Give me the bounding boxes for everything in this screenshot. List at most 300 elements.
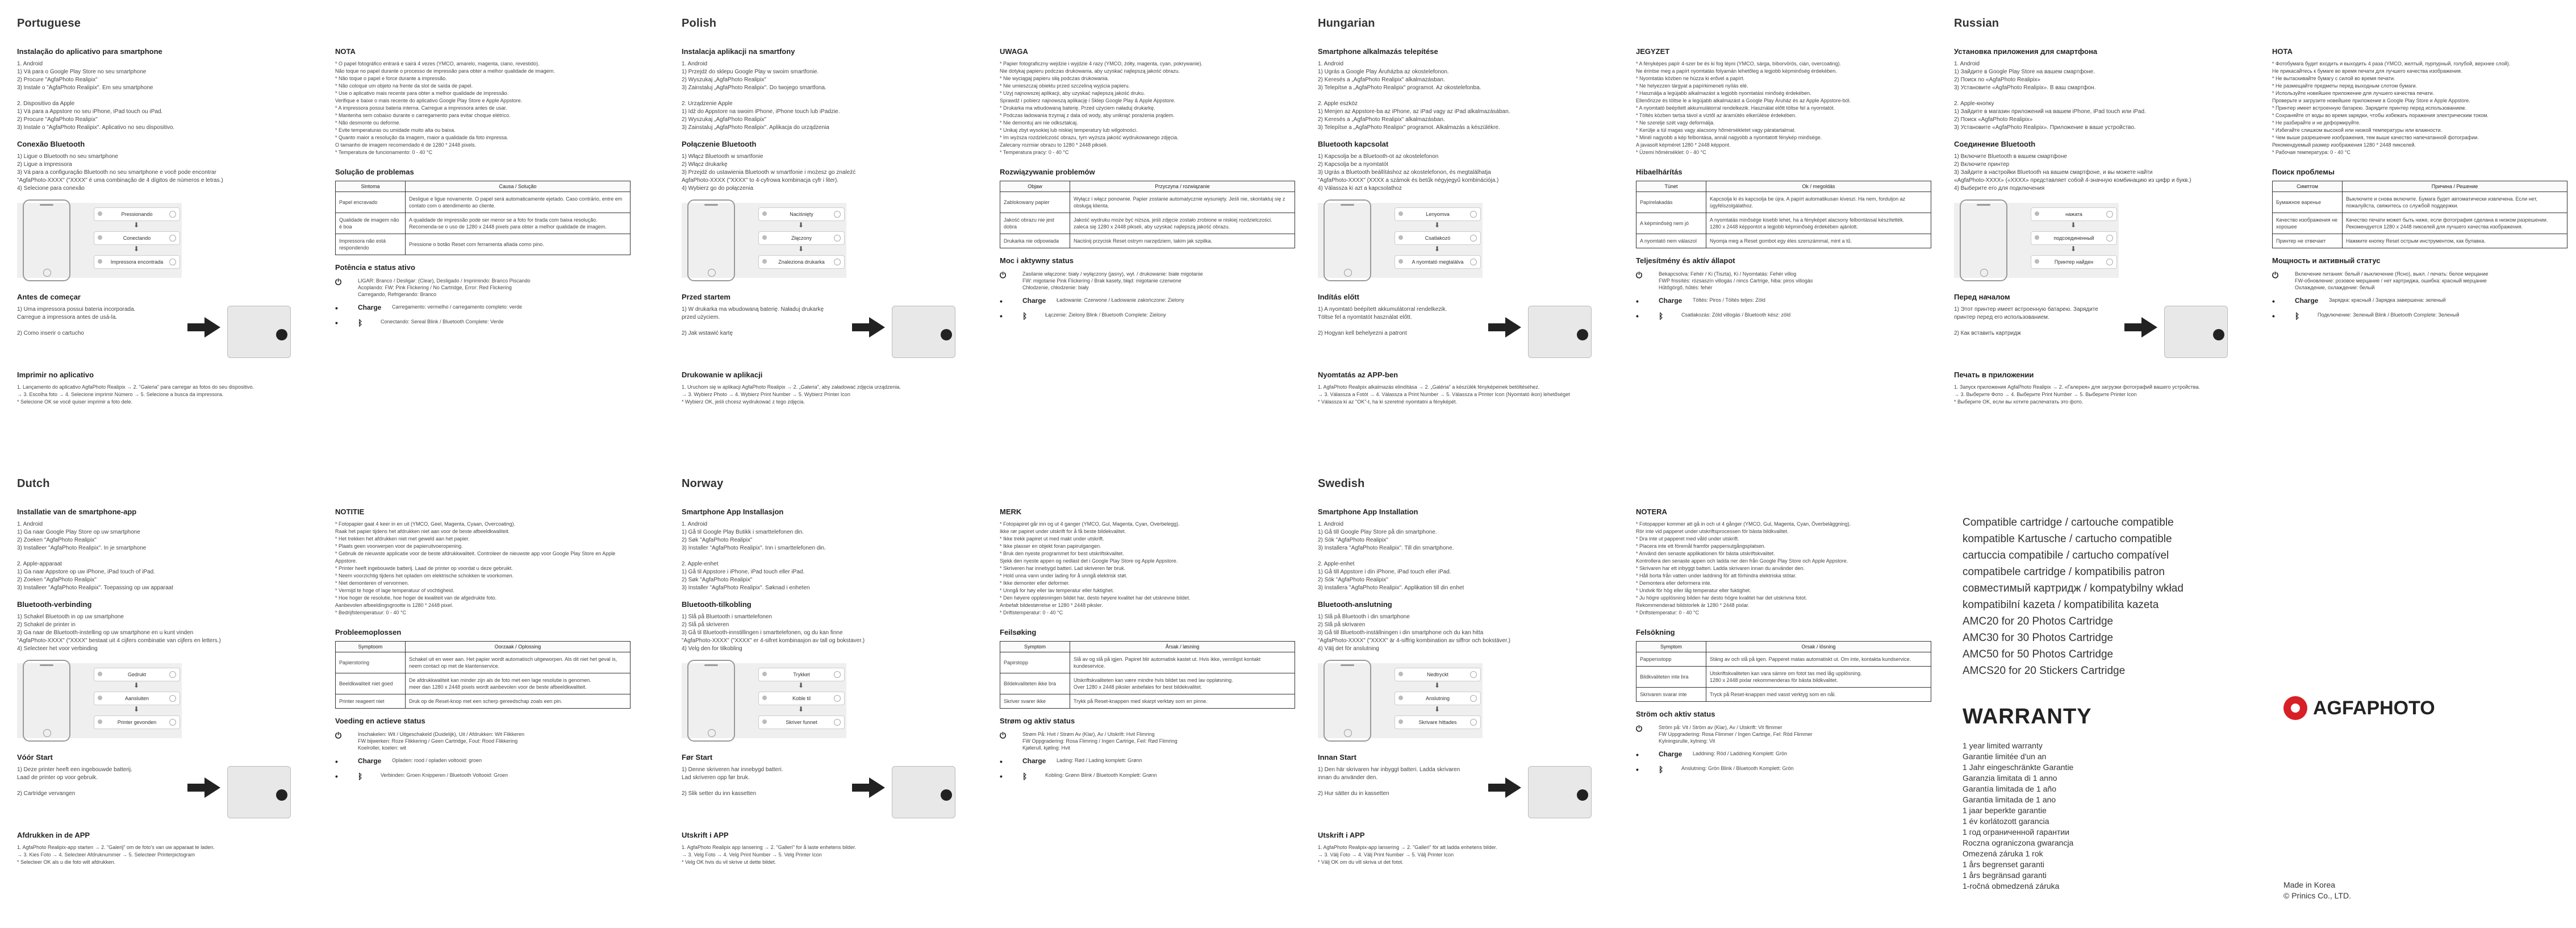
before-start-text: 1) A nyomtató beépített akkumulátorral rendelkezik. Töltse fel a nyomtatót használat előtt. 2) Hogyan kell behelyezni a patront [1318, 306, 1447, 336]
toggle-icon [1470, 235, 1477, 242]
symptom-cell: Drukarka nie odpowiada [1000, 234, 1070, 248]
dot-icon: • [1636, 765, 1639, 774]
symptom-cell: Qualidade de imagem não é boa [336, 213, 406, 234]
print-in-app-text: 1. Uruchom się w aplikacji AgfaPhoto Realipix → 2. „Galeria", aby załadować zdjęcia urządzenia. → 3. Wybierz Photo → 4. Wybierz Print Number → 5. Wybierz Printer Icon * Wybierz OK, jeśli chcesz wydrukować z tego zdjęcia. [682, 384, 901, 405]
printer-icon [892, 306, 955, 358]
charge-status-row [1636, 297, 1931, 306]
print-in-app-heading: Utskrift i APP [682, 831, 729, 839]
pressed-label: Lenyomva [1426, 211, 1450, 217]
power-status-text: Ström på: Vit / Ström av (Klar), Av / Utskrift: Vit flimmer FW Uppgradering: Rosa Flimmer / Ingen Cartrige, Fel: Röd Flimmer Kylningsrulle, kylning: Vit [1659, 725, 1813, 744]
note-heading: JEGYZET [1636, 47, 1670, 56]
compat-line: Compatible cartridge / cartouche compatible [1963, 517, 2174, 528]
smartphone-icon [23, 199, 70, 281]
troubleshooting-table [1000, 641, 1295, 709]
table-row [1000, 673, 1295, 694]
bluetooth-text: 1) Ligue o Bluetooth no seu smartphone 2) Ligue a impressora 3) Vá para a configuração Bluetooth no seu smartphone e você pode encontrar "AgfaPhoto-XXXX" ("XXXX" é uma combinação de 4 dígitos de números e letras.) 4) Selecione para conexão [17, 153, 223, 192]
pressed-status [2031, 207, 2117, 221]
status-dot-icon [1398, 259, 1403, 264]
cartridge-illustration [17, 766, 312, 823]
warranty-line: Garantie limitée d'un an [1963, 752, 2047, 761]
symptom-header: Symptom [1636, 642, 1706, 652]
status-dot-icon [98, 259, 102, 264]
cause-header: Oorzaak / Oplossing [406, 642, 631, 652]
bluetooth-status-row [1000, 311, 1295, 321]
troubleshooting-table [2272, 181, 2567, 248]
printer-button-icon [941, 789, 952, 801]
notes-column [2272, 17, 2567, 326]
bluetooth-icon: ᛒ [358, 318, 363, 327]
status-dot-icon [98, 211, 102, 216]
power-icon: ⏻ [335, 731, 342, 740]
warranty-line: Roczna ograniczona gwarancja [1963, 838, 2074, 847]
dot-icon: • [1636, 297, 1639, 306]
note-text: * Fotopapier gaat 4 keer in en uit (YMCO, Geel, Magenta, Cyaan, Overcoating). Raak het papier tijdens het afdrukken niet aan voor de beste afbeeldkwaliteit. * Het trekken het afdrukken niet met geweld aan het papier. * Plaats geen voorwerpen voor de papieruitvoeropening. * Gebruik de nieuwste applicatie voor de beste afdrukkwaliteit. Controleer de nieuwste app voor Google Play Store en Apple Appstore. * Printer heeft ingebouwde batterij. Laad de printer op voordat u deze gebruikt. * Neem voorzichtig tijdens het opladen om elektrische schokken te voorkomen. * Niet demonteren of vervormen. * Vermijd te hoge of lage temperatuur of vochtigheid. * Hoe hoger de resolutie, hoe hoger de kwaliteit van de afgedrukte foto. Aanbevolen afbeeldingsgrootte is 1280 * 2448 pixel. * Bedrijfstemperatuur: 0 - 40 °C [335, 521, 616, 615]
printer-found-status [1395, 255, 1481, 269]
table-header-row [1000, 642, 1295, 652]
made-in-footer [2283, 880, 2351, 901]
warranty-title: WARRANTY [1963, 705, 2092, 729]
symptom-cell: Качество изображения не хорошее [2273, 213, 2343, 234]
solution-cell: Jakość wydruku może być niższa, jeśli zdjęcie zostało zrobione w niskiej rozdzielczości. zaleca się 1280 x 2448 pikseli, aby uzyskać najlepszą jakość obrazu. [1070, 213, 1295, 234]
power-status-row [1636, 271, 1931, 291]
table-row [1636, 213, 1931, 234]
status-dot-icon [1398, 696, 1403, 700]
copyright-line: © Prinics Co., LTD. [2283, 891, 2351, 900]
solution-cell: Nyomja meg a Reset gombot egy éles szerszámmal, mint a tű. [1706, 234, 1931, 248]
status-dot-icon [762, 211, 767, 216]
printer-found-label: Skrivare hittades [1418, 719, 1457, 725]
printer-found-status [2031, 255, 2117, 269]
table-header-row [336, 642, 631, 652]
dot-icon: • [335, 318, 338, 327]
smartphone-icon [23, 660, 70, 742]
power-status-heading: Moc i aktywny status [1000, 256, 1074, 265]
symptom-header: Tünet [1636, 181, 1706, 192]
symptom-cell: Бумажное варенье [2273, 192, 2343, 213]
arrow-right-icon [852, 323, 869, 331]
toggle-icon [1470, 671, 1477, 678]
table-row [1636, 234, 1931, 248]
pressed-label: Naciśnięty [790, 211, 813, 217]
arrow-right-icon [1488, 323, 1505, 331]
bluetooth-illustration [1318, 199, 1613, 285]
before-start-heading: Innan Start [1318, 753, 1356, 761]
arrow-down-icon: ⬇ [1434, 245, 1441, 253]
troubleshooting-table [1636, 181, 1931, 248]
status-dot-icon [762, 259, 767, 264]
toggle-icon [834, 671, 841, 678]
bluetooth-text: 1) Włącz Bluetooth w smartfonie 2) Włącz drukarkę 3) Przejdź do ustawienia Bluetooth w smartfonie i możesz go znaleźć AgfaPhoto-XXXX ("XXXX" to 4-cyfrowa kombinacja cyfr i liter). 4) Wybierz go do połączenia [682, 153, 856, 192]
note-text: * A fényképes papír 4-szer be és ki fog lépni (YMCO, sárga, bíborvörös, cián, overcoating). Ne érintse meg a papírt nyomtatás folyamán lehetőleg a legjobb képminőség érdekében. * Nyomtatás közben ne húzza ki erővel a papírt. * Ne helyezzen tárgyat a papírkimeneti nyílás elé. * Használja a legújabb alkalmazást a legjobb nyomtatási minőség érdekében. Ellenőrizze és töltse le a legújabb alkalmazást a Google Play Áruház és az Apple Appstore-ból. * A nyomtató beépített akkumulátorral rendelkezik. Használat előtt töltse fel a nyomtatót. * Töltés közben tartsa távol a víztől az áramütés elkerülése érdekében. * Ne szerelje szét vagy deformálja. * Kerülje a túl magas vagy alacsony hőmérsékletet vagy páratartalmat. * Minél nagyobb a kép felbontása, annál nagyobb a nyomtatott fénykép minősége. A javasolt képméret 1280 * 2448 képpont. * Üzemi hőmérséklet: 0 - 40 °C [1636, 61, 1851, 155]
printer-found-status [758, 255, 845, 269]
language-heading: Swedish [1318, 477, 1365, 490]
symptom-header: Симптом [2273, 181, 2343, 192]
symptom-header: Objaw [1000, 181, 1070, 192]
printer-found-label: Printer gevonden [117, 719, 157, 725]
note-text: * Papier fotograficzny wejdzie i wyjdzie 4 razy (YMCO, żółty, magenta, cyan, pokrywanie). Nie dotykaj papieru podczas drukowania, aby uzyskać najlepszą jakość obrazu. * Nie wyciągaj papieru siłą podczas drukowania. * Nie umieszczaj obiektu przed szczeliną wyjścia papieru. * Użyj najnowszej aplikacji, aby uzyskać najlepszą jakość druku. Sprawdź i pobierz najnowszą aplikację i Sklep Google Play & Apple Appstore. * Drukarka ma wbudowaną baterię. Przed użyciem naładuj drukarkę. * Podczas ładowania trzymaj z dala od wody, aby uniknąć porażenia prądem. * Nie demontuj ani nie odkształcaj. * Unikaj zbyt wysokiej lub niskiej temperatury lub wilgotności. * Im wyższa rozdzielczość obrazu, tym wyższa jakość wydrukowanego zdjęcia. Zalecany rozmiar obrazu to 1280 * 2448 pikseli. * Temperatura pracy: 0 - 40 °C [1000, 61, 1203, 155]
printer-found-label: A nyomtató megtalálva [1412, 259, 1464, 265]
status-dot-icon [98, 672, 102, 676]
solution-cell: Pressione o botão Reset com ferramenta afiada como pino. [406, 234, 631, 255]
charge-status-row [1000, 757, 1295, 766]
smartphone-icon [687, 660, 735, 742]
arrow-right-icon [204, 777, 220, 798]
app-install-heading: Installatie van de smartphone-app [17, 507, 137, 516]
connecting-status [2031, 231, 2117, 245]
bluetooth-text: 1) Kapcsolja be a Bluetooth-ot az okostelefonon 2) Kapcsolja be a nyomtatót 3) Ugrás a Bluetooth beállításhoz az okostelefonon, és megtalálhatja "AgfaPhoto-XXXX" (XXXX a számok és betűk négyjegyű kombinációja.) 4) Válassza ki azt a kapcsolathoz [1318, 153, 1499, 192]
symptom-cell: Printer reageert niet [336, 694, 406, 709]
print-in-app-heading: Imprimir no aplicativo [17, 371, 94, 379]
instructions-column [1318, 477, 1613, 866]
arrow-down-icon: ⬇ [1434, 681, 1441, 689]
arrow-right-icon [1488, 784, 1505, 792]
toggle-icon [1470, 259, 1477, 265]
language-heading: Norway [682, 477, 724, 490]
table-header-row [1636, 642, 1931, 652]
toggle-icon [834, 235, 841, 242]
printer-found-label: Skriver funnet [786, 719, 817, 725]
printer-icon [892, 766, 955, 818]
compat-line: AMC30 for 30 Photos Cartridge [1963, 632, 2114, 644]
before-start-heading: Перед началом [1954, 293, 2010, 301]
bluetooth-status-text: Łączenie: Zielony Blink / Bluetooth Complete: Zielony [1045, 312, 1166, 318]
compat-line: kompatible Kartusche / cartucho compatible [1963, 533, 2172, 545]
bluetooth-status-row [2272, 311, 2567, 321]
charge-label: Charge [2295, 297, 2319, 305]
compat-line: kompatibilní kazeta / kompatibilita kazeta [1963, 599, 2159, 611]
warranty-line: 1-ročná obmedzená záruka [1963, 881, 2060, 890]
warranty-line: 1 év korlátozott garancia [1963, 817, 2049, 826]
power-status-heading: Voeding en actieve status [335, 717, 425, 725]
power-status-heading: Potência e status ativo [335, 263, 415, 272]
bluetooth-illustration [17, 199, 312, 285]
power-status-row [335, 731, 631, 751]
before-start-heading: Przed startem [682, 293, 730, 301]
table-row [1000, 694, 1295, 709]
charge-label: Charge [1659, 750, 1682, 758]
bluetooth-status-text: Verbinden: Groen Knipperen / Bluetooth Voltooid: Groen [381, 772, 508, 778]
arrow-right-icon [1505, 317, 1521, 338]
connecting-status [1395, 692, 1481, 705]
note-heading: MERK [1000, 507, 1022, 516]
troubleshooting-table [335, 181, 631, 255]
warranty-line: Garantia limitada de 1 ano [1963, 795, 2056, 804]
compat-line: совместимый картридж / kompatybilny wkład [1963, 582, 2183, 594]
compat-line: cartuccia compatibile / cartucho compatível [1963, 550, 2169, 561]
compatible-cartridge-list [1963, 514, 2258, 679]
pressed-status [758, 207, 845, 221]
instructions-column [1954, 17, 2249, 406]
solution-cell: Druk op de Reset-knop met een scherp gereedschap zoals een pin. [406, 694, 631, 709]
arrow-right-icon [2124, 323, 2141, 331]
printer-found-status [94, 715, 180, 729]
pressed-status [758, 668, 845, 681]
status-dot-icon [762, 719, 767, 724]
status-dot-icon [98, 719, 102, 724]
before-start-heading: Før Start [682, 753, 713, 761]
bluetooth-status-row [1636, 765, 1931, 774]
toggle-icon [169, 235, 176, 242]
solution-cell: Выключите и снова включите. Бумага будет автоматически извлечена. Если нет, пожалуйста, свяжитесь со службой поддержки. [2343, 192, 2567, 213]
table-row [1000, 213, 1295, 234]
solution-cell: Utskriftskvaliteten kan være mindre hvis bildet tas med lav oppløsning. Over 1280 x 2448 piksler anbefales for best bildekvalitet. [1070, 673, 1295, 694]
compat-line: compatibele cartridge / kompatibilis patron [1963, 566, 2165, 578]
symptom-cell: Impressora não está respondendo [336, 234, 406, 255]
arrow-down-icon: ⬇ [798, 705, 804, 713]
troubleshooting-heading: Felsökning [1636, 628, 1675, 636]
symptom-cell: A nyomtató nem válaszol [1636, 234, 1706, 248]
printer-icon [227, 766, 291, 818]
compat-line: AMC20 for 20 Photos Cartridge [1963, 615, 2114, 627]
bluetooth-text: 1) Schakel Bluetooth in op uw smartphone 2) Schakel de printer in 3) Ga naar de Bluetooth-instelling op uw smartphone en u kunt vinden "AgfaPhoto-XXXX" ("XXXX" bestaat uit 4 cijfers combinatie van cijfers en letters.) 4) Selecteer het voor verbinding [17, 614, 221, 652]
troubleshooting-table [1636, 641, 1931, 702]
solution-cell: Utskriftskvaliteten kan vara sämre om fotot tas med låg upplösning. 1280 x 2448 pixlar rekommenderas för bästa bildkvalitet. [1706, 667, 1931, 688]
app-install-text: 1. Android 1) Ga naar Google Play Store op uw smartphone 2) Zoeken "AgfaPhoto Realipix" 3) Installeer "AgfaPhoto Realipix". In je smartphone 2. Apple-apparaat 1) Ga naar Appstore op uw iPhone, iPad touch of iPad. 2) Zoeken "AgfaPhoto Realipix" 3) Installeer "AgfaPhoto Realipix". Toepassing op uw apparaat [17, 521, 173, 591]
arrow-right-icon [2141, 317, 2157, 338]
table-header-row [1636, 181, 1931, 192]
connecting-status [758, 231, 845, 245]
bluetooth-status-text: Conectando: Sereal Blink / Bluetooth Complete: Verde [381, 319, 504, 324]
bluetooth-status-row [335, 318, 631, 327]
symptom-header: Symptoom [336, 642, 406, 652]
charge-label: Charge [1022, 757, 1046, 765]
table-row [1000, 652, 1295, 673]
bluetooth-icon: ᛒ [358, 772, 363, 781]
printer-icon [1528, 306, 1592, 358]
dot-icon: • [2272, 311, 2275, 321]
solution-cell: Качество печати может быть ниже, если фотография сделана в низком разрешении. Рекомендуется 1280 x 2448 пикселей для лучшего качества изображения. [2343, 213, 2567, 234]
print-in-app-text: 1. Запуск приложения AgfaPhoto Realipix → 2. «Галерея» для загрузки фотографий вашего устройства. → 3. Выберите Фото → 4. Выберите Print Number → 5. Выберите Printer Icon * Выберите OK, если вы хотите распечатать это фото. [1954, 384, 2200, 405]
solution-cell: A nyomtatás minősége kisebb lehet, ha a fényképet alacsony felbontással készítették. 1280 x 2448 képpontot a legjobb képminőség érdekében ajánlott. [1706, 213, 1931, 234]
warranty-line: Omezená záruka 1 rok [1963, 849, 2043, 858]
power-icon: ⏻ [1636, 271, 1643, 280]
print-in-app-text: 1. AgfaPhoto Realipix app lansering → 2. "Galleri" for å laste enhetens bilder. → 3. Velg Foto → 4. Velg Print Number → 5. Velg Printer Icon * Velg OK hvis du vil skrive ut dette bildet. [682, 844, 857, 865]
troubleshooting-heading: Feilsøking [1000, 628, 1037, 636]
cause-header: Orsak / lösning [1706, 642, 1931, 652]
bluetooth-heading: Bluetooth-tilkobling [682, 600, 751, 609]
bluetooth-illustration [1954, 199, 2249, 285]
bluetooth-icon: ᛒ [1659, 765, 1664, 774]
table-row [2273, 213, 2567, 234]
language-block [1954, 17, 2567, 460]
toggle-icon [2106, 259, 2113, 265]
solution-cell: Wyłącz i włącz ponownie. Papier zostanie automatycznie wysunięty. Jeśli nie, skontaktuj się z obsługą klienta. [1070, 192, 1295, 213]
before-start-text: 1) Denne skriveren har innebygd batteri. Lad skriveren opp før bruk. 2) Slik setter du inn kassetten [682, 767, 783, 797]
warranty-line: 1 års begrenset garanti [1963, 860, 2044, 869]
charge-status-row [335, 303, 631, 313]
logo-text: AGFAPHOTO [2313, 697, 2435, 719]
toggle-icon [169, 719, 176, 726]
app-install-text: 1. Android 1) Зайдите в Google Play Store на вашем смартфоне. 2) Поиск по «AgfaPhoto Realipix» 3) Установите «AgfaPhoto Realipix». В ваш смартфон. 2. Apple-кнопку 1) Зайдите в магазин приложений на вашем iPhone, iPad touch или iPad. 2) Поиск «AgfaPhoto Realipix» 3) Установите «AgfaPhoto Realipix». Приложение в ваше устройство. [1954, 61, 2146, 131]
table-header-row [2273, 181, 2567, 192]
connecting-status [94, 231, 180, 245]
charge-status-row [1636, 750, 1931, 759]
charge-status-text: Töltés: Piros / Töltés teljes: Zöld [1693, 297, 1765, 303]
bluetooth-heading: Соединение Bluetooth [1954, 140, 2036, 148]
bluetooth-status-row [1636, 311, 1931, 321]
bluetooth-status-row [1000, 772, 1295, 781]
smartphone-icon [1960, 199, 2007, 281]
pressed-label: Pressionando [121, 211, 153, 217]
table-row [2273, 234, 2567, 248]
print-in-app-heading: Печать в приложении [1954, 371, 2034, 379]
notes-column [1000, 17, 1295, 326]
power-icon: ⏻ [1636, 724, 1643, 733]
table-row [1636, 652, 1931, 667]
table-row [2273, 192, 2567, 213]
app-install-heading: Smartphone App Installasjon [682, 507, 784, 516]
status-dot-icon [98, 696, 102, 700]
bluetooth-icon: ᛒ [1022, 772, 1028, 781]
pressed-label: Trykket [793, 672, 810, 677]
connecting-label: подсоединенный [2053, 235, 2094, 241]
bluetooth-text: 1) Slå på Bluetooth i din smartphone 2) Slå på skrivaren 3) Gå till Bluetooth-inställningen i din smartphone och du kan hitta "AgfaPhoto-XXXX" ("XXXX" är 4-siffrig kombination av siffror och bokstäver.) 4) Välj det för anslutning [1318, 614, 1510, 652]
note-heading: НОТА [2272, 47, 2293, 56]
table-row [336, 673, 631, 694]
dot-icon: • [1000, 772, 1003, 781]
solution-cell: Naciśnij przycisk Reset ostrym narzędziem, takim jak szpilka. [1070, 234, 1295, 248]
language-heading: Russian [1954, 17, 1999, 30]
charge-label: Charge [1022, 297, 1046, 305]
symptom-cell: Zablokowany papier [1000, 192, 1070, 213]
language-block [1318, 17, 1931, 460]
power-status-heading: Strøm og aktiv status [1000, 717, 1075, 725]
before-start-heading: Indítás előtt [1318, 293, 1359, 301]
bluetooth-status-text: Anslutning: Grön Blink / Bluetooth Komplett: Grön [1681, 765, 1794, 771]
symptom-cell: Papierstoring [336, 652, 406, 673]
bluetooth-status-row [335, 772, 631, 781]
dot-icon: • [1636, 311, 1639, 321]
cause-header: Årsak / løsning [1070, 642, 1295, 652]
warranty-line: 1 year limited warranty [1963, 741, 2043, 750]
printer-button-icon [1577, 329, 1588, 340]
power-status-row [1000, 271, 1295, 291]
symptom-cell: Принтер не отвечает [2273, 234, 2343, 248]
cartridge-illustration [17, 306, 312, 363]
language-block [1318, 477, 1931, 921]
instructions-column [682, 477, 977, 866]
before-start-text: 1) Uma impressora possui bateria incorporada. Carregue a impressora antes de usá-la. 2) Como inserir o cartucho [17, 306, 136, 336]
print-in-app-text: 1. AgfaPhoto Realipix-app lansering → 2. "Galleri" för att ladda enhetens bilder. → 3. Välj Foto → 4. Välj Print Number → 5. Välj Printer Icon * Välj OK om du vill skriva ut det fotot. [1318, 844, 1497, 865]
arrow-down-icon: ⬇ [133, 681, 140, 689]
before-start-text: 1) Этот принтер имеет встроенную батарею. Зарядите принтер перед его использованием. 2) Как вставить картридж [1954, 306, 2098, 336]
pressed-label: Gedrukt [127, 672, 146, 677]
solution-cell: Нажмите кнопку Reset острым инструментом, как булавка. [2343, 234, 2567, 248]
toggle-icon [1470, 719, 1477, 726]
app-install-text: 1. Android 1) Vá para o Google Play Store no seu smartphone 2) Procure "AgfaPhoto Realipix" 3) Instale o "AgfaPhoto Realipix". Em seu smartphone 2. Dispositivo da Apple 1) Vá para a Appstore no seu iPhone, iPad touch ou iPad. 2) Procure "AgfaPhoto Realipix" 3) Instale o "AgfaPhoto Realipix". Aplicativo no seu dispositivo. [17, 61, 175, 131]
dot-icon: • [1000, 297, 1003, 306]
charge-status-text: Ładowanie: Czerwone / Ładowanie zakończone: Zielony [1057, 297, 1184, 303]
before-start-heading: Antes de começar [17, 293, 81, 301]
status-dot-icon [762, 696, 767, 700]
charge-status-text: Opladen: rood / opladen voltooid: groen [392, 758, 482, 763]
cartridge-illustration [682, 306, 977, 363]
instructions-column [1318, 17, 1613, 406]
power-status-text: LIGAR: Branco / Desligar: (Clear), Desligado / Imprimindo: Branco Piscando Acoplando: FW: Pink Flickering / No Cartridge, Error: Red Flickering Carregando, Refrigerando: Branco [358, 278, 531, 297]
printer-button-icon [941, 329, 952, 340]
instructions-column [17, 477, 312, 866]
charge-label: Charge [358, 303, 382, 311]
solution-cell: Desligue e ligue novamente. O papel será automaticamente ejetado. Caso contrário, entre em contato com o atendimento ao cliente. [406, 192, 631, 213]
arrow-right-icon [1505, 777, 1521, 798]
power-status-text: Strøm På: Hvit / Strøm Av (Klar), Av / Utskrift: Hvit Flimring FW Oppgradering: Rosa Flimring / Ingen Cartrige, Feil: Rød Flimring Kjølerull, kjøling: Hvit [1022, 731, 1178, 751]
status-dot-icon [1398, 672, 1403, 676]
symptom-cell: Skriver svarer ikke [1000, 694, 1070, 709]
note-heading: NOTA [335, 47, 356, 56]
table-row [336, 234, 631, 255]
printer-button-icon [276, 329, 287, 340]
arrow-right-icon [852, 784, 869, 792]
arrow-down-icon: ⬇ [798, 681, 804, 689]
bluetooth-illustration [682, 199, 977, 285]
bluetooth-text: 1) Включите Bluetooth в вашем смартфоне 2) Включите принтер 3) Зайдите в настройки Bluetooth на вашем смартфоне, и вы можете найти «AgfaPhoto-XXXX» («XXXX» представляет собой 4-значную комбинацию из цифр и букв.) 4) Выберите его для подключения [1954, 153, 2191, 192]
status-dot-icon [2035, 235, 2039, 240]
notes-column [335, 477, 631, 786]
print-in-app-text: 1. AgfaPhoto Realipix-app starten → 2. "Galerij" om de foto's van uw apparaat te laden. → 3. Kies Foto → 4. Selecteer Afdruknummer → 5. Selecteer Printerpictogram * Selecteer OK als u die foto wilt afdrukken. [17, 844, 215, 865]
charge-status-row [2272, 297, 2567, 306]
arrow-down-icon: ⬇ [133, 245, 140, 253]
dot-icon: • [335, 757, 338, 766]
table-row [336, 192, 631, 213]
printer-button-icon [1577, 789, 1588, 801]
pressed-label: Nedtryckt [1426, 672, 1448, 677]
toggle-icon [169, 695, 176, 702]
cartridge-illustration [1318, 306, 1613, 363]
power-status-row [2272, 271, 2567, 291]
app-install-heading: Smartphone App Installation [1318, 507, 1418, 516]
printer-found-status [94, 255, 180, 269]
toggle-icon [169, 671, 176, 678]
troubleshooting-table [335, 641, 631, 709]
power-status-heading: Teljesítmény és aktív állapot [1636, 256, 1735, 265]
arrow-down-icon: ⬇ [133, 221, 140, 229]
printer-found-status [758, 715, 845, 729]
connecting-status [758, 692, 845, 705]
smartphone-icon [1324, 199, 1371, 281]
solution-cell: De afdrukkwaliteit kan minder zijn als de foto met een lage resolutie is genomen. meer dan 1280 x 2448 pixels wordt aanbevolen voor de beste afbeeldkwaliteit. [406, 673, 631, 694]
symptom-cell: Papirstopp [1000, 652, 1070, 673]
power-status-row [1000, 731, 1295, 751]
solution-cell: Schakel uit en weer aan. Het papier wordt automatisch uitgeworpen. Als dit niet het geval is, neem contact op met de klantenservice. [406, 652, 631, 673]
connecting-label: Koble til [792, 696, 811, 701]
printer-button-icon [2213, 329, 2224, 340]
app-install-text: 1. Android 1) Przejdź do sklepu Google Play w swoim smartfonie. 2) Wyszukaj „AgfaPhoto Realipix" 3) Zainstaluj „AgfaPhoto Realipix". Do twojego smartfona. 2. Urządzenie Apple 1) Idź do Appstore na swoim iPhone, iPhone touch lub iPadzie. 2) Wyszukaj „AgfaPhoto Realipix" 3) Zainstaluj „AgfaPhoto Realipix". Aplikacja do urządzenia [682, 61, 840, 131]
troubleshooting-heading: Probleemoplossen [335, 628, 402, 636]
status-dot-icon [762, 672, 767, 676]
note-heading: NOTERA [1636, 507, 1667, 516]
toggle-icon [1470, 695, 1477, 702]
printer-found-label: Принтер найден [2054, 259, 2094, 265]
cartridge-illustration [1954, 306, 2249, 363]
warranty-line: Garanzia limitata di 1 anno [1963, 773, 2057, 783]
language-block [682, 17, 1295, 460]
toggle-icon [834, 259, 841, 265]
dot-icon: • [1000, 757, 1003, 766]
arrow-right-icon [869, 777, 885, 798]
bluetooth-status-text: Подключение: Зеленый Blink / Bluetooth Complete: Зеленый [2318, 312, 2460, 318]
arrow-down-icon: ⬇ [798, 221, 804, 229]
compat-line: AMC50 for 50 Photos Cartridge [1963, 648, 2114, 660]
note-heading: NOTITIE [335, 507, 365, 516]
charge-status-text: Зарядка: красный / Зарядка завершена: зеленый [2329, 297, 2446, 303]
notes-column [1636, 17, 1931, 326]
solution-cell: Kapcsolja ki és kapcsolja be újra. A papírt automatikusan kiveszi. Ha nem, forduljon az ügyfélszolgálathoz. [1706, 192, 1931, 213]
before-start-text: 1) Deze printer heeft een ingebouwde batterij. Laad de printer op voor gebruik. 2) Cartridge vervangen [17, 767, 132, 797]
cartridge-illustration [1318, 766, 1613, 823]
note-text: * Фотобумага будет входить и выходить 4 раза (YMCO, желтый, пурпурный, голубой, верхнее слой). Не прикасайтесь к бумаге во время печати для лучшего качества изображения. * Не вытаскивайте бумагу с силой во время печати. * Не размещайте предметы перед выходным слотом бумаги. * Используйте новейшее приложение для лучшего качества печати. Проверьте и загрузите новейшее приложение в Google Play Store и Apple Appstore. * Принтер имеет встроенную батарею. Зарядите принтер перед использованием. * Сохраняйте от воды во время зарядки, чтобы избежать поражения электрическим током. * Не разбирайте и не деформируйте. * Избегайте слишком высокой или низкой температуры или влажности. * Чем выше разрешение изображения, тем выше качество напечатанной фотографии. Рекомендуемый размер изображения 1280 * 2448 пикселей. * Рабочая температура: 0 - 40 °C [2272, 61, 2511, 155]
power-status-row [335, 277, 631, 298]
agfa-logo-icon [2283, 696, 2307, 720]
